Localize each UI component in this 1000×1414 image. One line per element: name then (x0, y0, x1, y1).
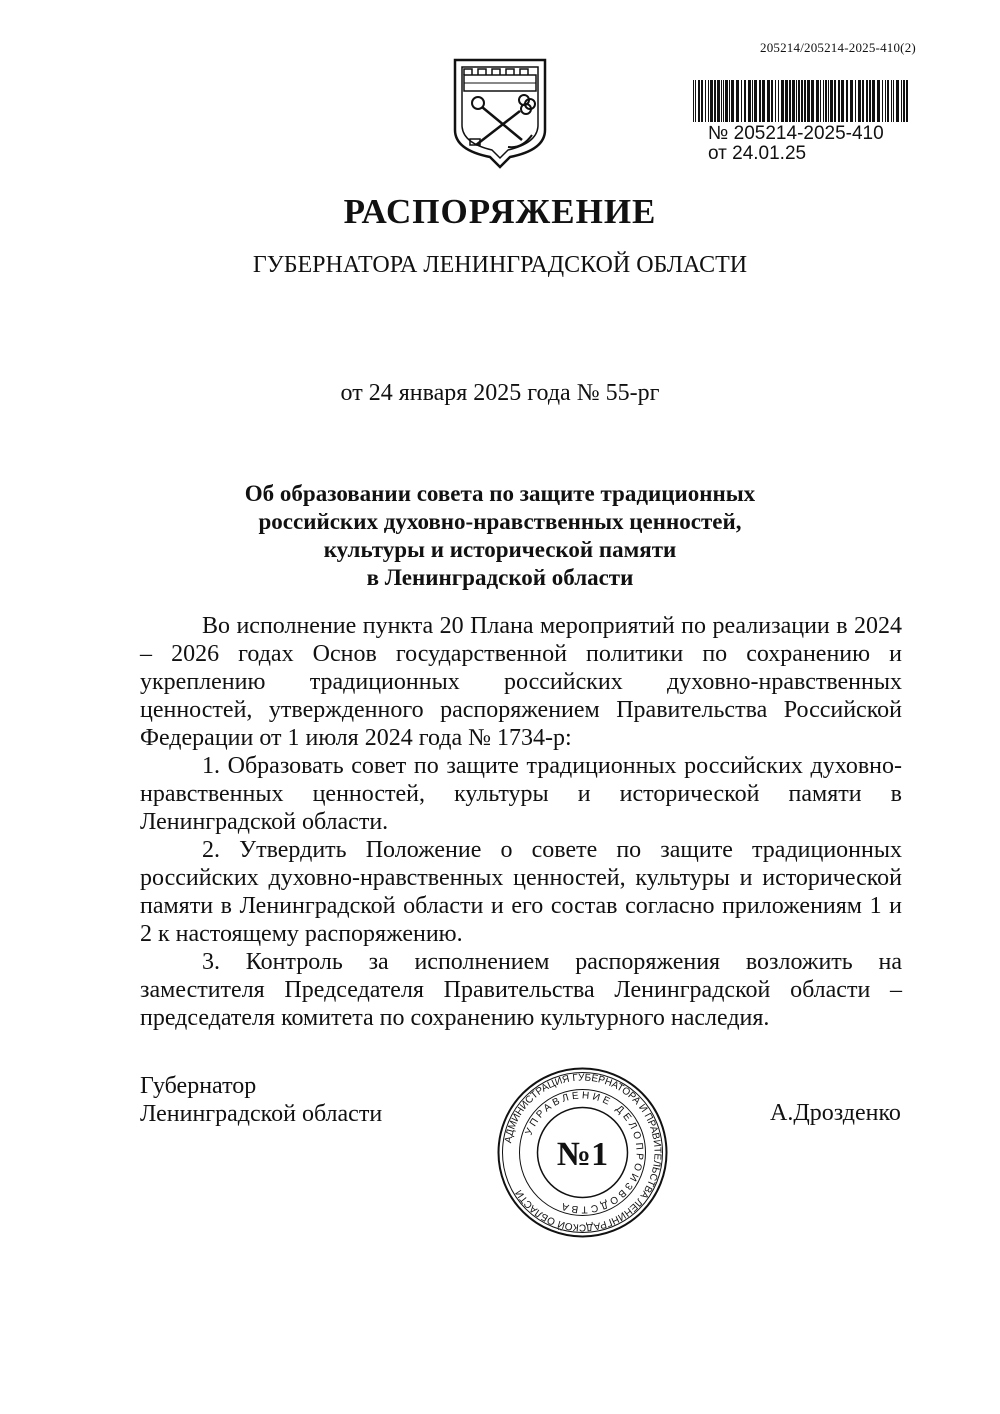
barcode-bar (816, 80, 819, 122)
barcode-bar (723, 80, 724, 122)
coat-of-arms-icon (450, 55, 550, 170)
barcode-bar (771, 80, 773, 122)
barcode-bar (775, 80, 776, 122)
barcode-bar (710, 80, 713, 122)
barcode-registration-number: № 205214-2025-410 (708, 123, 884, 144)
document-date-and-number: от 24 января 2025 года № 55-рг (340, 380, 660, 406)
barcode-bar (748, 80, 751, 122)
barcode-bar (841, 80, 844, 122)
barcode-bar (741, 80, 742, 122)
barcode-bar (714, 80, 716, 122)
document-reference-number: 205214/205214-2025-410(2) (760, 40, 916, 55)
barcode-bar (903, 80, 905, 122)
barcode-bar (701, 80, 703, 122)
barcode-bar (869, 80, 871, 122)
barcode-bar (759, 80, 761, 122)
clause-3: 3. Контроль за исполнением распоряжения возложить на заместителя Председателя Правительства Ленинградской области – председателя комитета по сохранению культурного наследия. (140, 949, 902, 1031)
signatory-position-line: Губернатор (140, 1073, 257, 1099)
barcode-bar (736, 80, 739, 122)
barcode-bar (731, 80, 734, 122)
barcode-bar (820, 80, 821, 122)
clause-1: 1. Образовать совет по защите традиционных российских духовно-нравственных ценностей, культуры и исторической памяти в Ленинградской области. (140, 753, 902, 835)
title-line: российских духовно-нравственных ценностей, (258, 509, 742, 534)
barcode-bar (866, 80, 868, 122)
barcode-bar (767, 80, 770, 122)
barcode-bar (789, 80, 791, 122)
barcode-bar (754, 80, 757, 122)
barcode-bar (850, 80, 853, 122)
barcode-bar (830, 80, 833, 122)
barcode-bar (781, 80, 784, 122)
barcode-bar (887, 80, 889, 122)
barcode-bar (792, 80, 795, 122)
barcode-bar (708, 80, 709, 122)
title-line: Об образовании совета по защите традиционных (244, 481, 756, 506)
title-line: культуры и исторической памяти (323, 537, 677, 562)
document-type-heading: РАСПОРЯЖЕНИЕ (343, 192, 657, 231)
barcode-bar (855, 80, 856, 122)
document-body (140, 612, 902, 1032)
barcode-bar (705, 80, 706, 122)
barcode-bar (893, 80, 894, 122)
barcode-bar (885, 80, 886, 122)
barcode-bar (846, 80, 848, 122)
barcode-bar (807, 80, 810, 122)
barcode-bar (823, 80, 824, 122)
barcode-bar (796, 80, 797, 122)
stamp-center-number: №1 (556, 1136, 609, 1173)
signatory-position-line: Ленинградской области (140, 1101, 383, 1127)
stamp-inner-text: УПРАВЛЕНИЕ ДЕЛОПРОИЗВОДСТВА (523, 1090, 645, 1215)
signatory-position (140, 1072, 382, 1128)
barcode-bar (891, 80, 892, 122)
stamp-outer-text: АДМИНИСТРАЦИЯ ГУБЕРНАТОРА И ПРАВИТЕЛЬСТВА ЛЕНИНГРАДСКОЙ ОБЛАСТИ (503, 1072, 663, 1233)
barcode-bar (717, 80, 720, 122)
barcode-bar (877, 80, 880, 122)
barcode-bar (725, 80, 728, 122)
barcode-bar (872, 80, 875, 122)
barcode-bar (785, 80, 788, 122)
official-seal-stamp (495, 1065, 670, 1240)
barcode-bar (729, 80, 730, 122)
document-issuer: ГУБЕРНАТОРА ЛЕНИНГРАДСКОЙ ОБЛАСТИ (252, 252, 748, 278)
barcode-bar (798, 80, 800, 122)
barcode-bar (896, 80, 899, 122)
barcode (693, 80, 911, 122)
barcode-bar (882, 80, 883, 122)
barcode-bar (828, 80, 829, 122)
clause-2: 2. Утвердить Положение о совете по защите традиционных российских духовно-нравственных ценностей, культуры и исторической памяти в Ленинградской области и его состав согласно приложениям 1 и 2 к настоящему распоряжению. (140, 837, 902, 947)
barcode-bar (762, 80, 765, 122)
barcode-bar (801, 80, 803, 122)
barcode-bar (901, 80, 902, 122)
barcode-bar (744, 80, 746, 122)
barcode-bar (825, 80, 827, 122)
barcode-bar (906, 80, 908, 122)
barcode-bar (721, 80, 722, 122)
document-title (0, 480, 1000, 592)
barcode-bar (693, 80, 694, 122)
barcode-bar (838, 80, 840, 122)
preamble-paragraph: Во исполнение пункта 20 Плана мероприятий по реализации в 2024 – 2026 годах Основ государственной политики по сохранению и укреплению традиционных российских духовно-нравственных ценностей, утвержденного распоряжением Правительства Российской Федерации от 1 июля 2024 года № 1734-р: (140, 613, 902, 751)
barcode-bar (778, 80, 779, 122)
barcode-bar (834, 80, 836, 122)
barcode-bar (804, 80, 806, 122)
barcode-bar (858, 80, 861, 122)
barcode-bar (752, 80, 753, 122)
barcode-bar (695, 80, 696, 122)
barcode-registration-date: от 24.01.25 (708, 143, 807, 164)
barcode-bar (862, 80, 864, 122)
barcode-bar (698, 80, 700, 122)
title-line: в Ленинградской области (366, 565, 634, 590)
barcode-bar (811, 80, 814, 122)
signatory-name: А.Дрозденко (770, 1100, 901, 1126)
